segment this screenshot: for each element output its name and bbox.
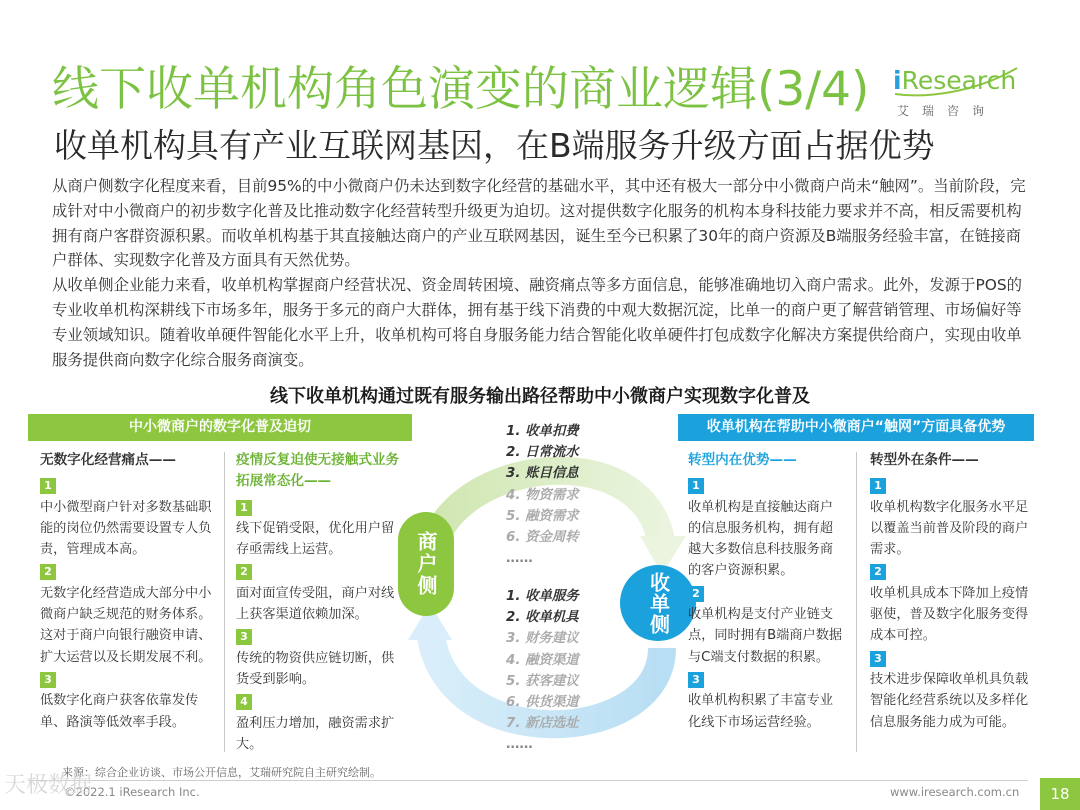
source-note: 来源：综合企业访谈、市场公开信息，艾瑞研究院自主研究绘制。: [62, 766, 381, 779]
cycle-list-item: 1. 收单服务: [506, 589, 579, 604]
cycle-list-item: 4. 物资需求: [506, 487, 579, 503]
column-item: [40, 475, 212, 560]
cycle-list-item: 7. 新店选址: [506, 716, 579, 732]
pandemic-column: [236, 450, 406, 756]
body-paragraph-2: 从收单侧企业能力来看，收单机构掌握商户经营状况、资金周转困境、融资痛点等多方面信息，能够准确地切入商户需求。此外，发源于POS的专业收单机构深耕线下市场多年，服务于多元的商户大群体，拥有基于线下消费的中观大数据沉淀，比单一的商户更了解营销管理、市场偏好等专业领域知识。随着收单硬件智能化水平上升，收单机构可将自身服务能力结合智能化收单硬件打包成数字化解决方案提供给商户，实现由收单服务提供商向数字化综合服务商演变。: [52, 276, 1022, 369]
page-title: 线下收单机构角色演变的商业逻辑(3/4): [52, 62, 870, 117]
item-text: 无数字化经营造成大部分中小微商户缺乏规范的财务体系。这对于商户向银行融资申请、扩大运营以及长期发展不利。: [40, 585, 212, 665]
footer-divider: [28, 780, 1028, 781]
column-divider: [856, 452, 857, 752]
item-text: 面对面宣传受阻，商户对线上获客渠道依赖加深。: [236, 585, 395, 623]
body-text: [52, 174, 1032, 372]
website-link[interactable]: www.iresearch.com.cn: [890, 785, 1020, 799]
item-number-badge: 4: [236, 694, 252, 710]
page-subtitle: 收单机构具有产业互联网基因，在B端服务升级方面占据优势: [54, 126, 935, 165]
cycle-list-item: ……: [506, 551, 533, 567]
cycle-list-item: 1. 收单扣费: [506, 424, 579, 439]
column-item: [870, 648, 1030, 733]
external-conditions-column: [870, 450, 1030, 734]
acquirer-side-label: [620, 565, 696, 641]
item-text: 低数字化商户获客依靠发传单、路演等低效率手段。: [40, 693, 199, 730]
acquirer-side-text: 收单侧: [646, 571, 671, 635]
logo-rest: Research: [901, 66, 1017, 95]
column-divider: [224, 452, 225, 752]
item-text: 传统的物资供应链切断，供货受到影响。: [236, 650, 395, 687]
cycle-list-item: 3. 账目信息: [506, 466, 579, 482]
item-text: 收单机具成本下降加上疫情驱使，普及数字化服务变得成本可控。: [870, 585, 1029, 644]
item-number-badge: 2: [870, 564, 886, 580]
copyright: ©2022.1 iResearch Inc.: [64, 785, 200, 799]
item-text: 收单机构是支付产业链支点，同时拥有B端商户数据与C端支付数据的积累。: [688, 607, 843, 665]
item-number-badge: 3: [236, 629, 252, 645]
cycle-list-item: 6. 资金周转: [506, 530, 579, 546]
item-text: 收单机构是直接触达商户的信息服务机构，拥有超越大多数信息科技服务商的客户资源积累。: [688, 499, 834, 579]
body-paragraph-1: 从商户侧数字化程度来看，目前95%的中小微商户仍未达到数字化经营的基础水平，其中还有极大一部分中小微商户尚未“触网”。当前阶段，完成针对中小微商户的初步数字化普及比推动数字化经营转型升级更为迫切。这对提供数字化服务的机构本身科技能力要求并不高，相反需要机构拥有商户客群资源积累。而收单机构基于其直接触达商户的产业互联网基因，诞生至今已积累了30年的商户资源及B端服务经验丰富，在链接商户群体、实现数字化普及方面具有天然优势。: [52, 177, 1026, 270]
diagram-title: 线下收单机构通过既有服务输出路径帮助中小微商户实现数字化普及: [270, 386, 810, 407]
logo-prefix: i: [893, 66, 902, 95]
cycle-list-item: 6. 供货渠道: [506, 695, 579, 711]
column-item: [40, 561, 212, 667]
cycle-list-item: 2. 收单机具: [506, 610, 579, 626]
item-text: 收单机构积累了丰富专业化线下市场运营经验。: [688, 693, 834, 730]
column-heading: 转型外在条件——: [870, 452, 979, 468]
item-number-badge: 3: [688, 672, 704, 688]
item-text: 中小微型商户针对多数基础职能的岗位仍然需要设置专人负责，管理成本高。: [40, 499, 212, 558]
acquirer-service-list: [506, 586, 616, 756]
cycle-list-item: 3. 财务建议: [506, 631, 579, 647]
column-item: [870, 561, 1030, 646]
item-number-badge: 3: [40, 672, 56, 688]
cycle-list-item: 5. 获客建议: [506, 673, 579, 689]
item-text: 技术进步保障收单机具负载智能化经营系统以及多样化信息服务能力成为可能。: [870, 671, 1029, 730]
logo-chinese: 艾瑞咨询: [897, 104, 998, 118]
merchant-side-label: [398, 512, 454, 616]
column-item: [40, 669, 212, 733]
column-item: [236, 691, 406, 755]
item-number-badge: 1: [236, 500, 252, 516]
cycle-list-item: 5. 融资需求: [506, 508, 579, 524]
item-number-badge: 1: [688, 478, 704, 494]
merchant-urgency-banner: 中小微商户的数字化普及迫切: [28, 414, 412, 441]
item-number-badge: 2: [688, 586, 704, 602]
column-heading: 疫情反复迫使无接触式业务拓展常态化——: [236, 452, 400, 490]
column-item: [688, 669, 844, 733]
internal-advantage-column: [688, 450, 844, 734]
merchant-side-text: 商户侧: [414, 531, 438, 597]
item-number-badge: 1: [870, 478, 886, 494]
pain-points-column: [40, 450, 212, 734]
merchant-data-list: [506, 421, 616, 569]
column-item: [236, 626, 406, 690]
item-number-badge: 3: [870, 651, 886, 667]
item-number-badge: 2: [236, 564, 252, 580]
column-item: [870, 475, 1030, 560]
iresearch-logo: [893, 58, 1023, 120]
column-heading: 转型内在优势——: [688, 452, 797, 468]
column-heading: 无数字化经营痛点——: [40, 452, 176, 468]
acquirer-advantage-banner: 收单机构在帮助中小微商户“触网”方面具备优势: [678, 414, 1034, 441]
item-text: 线下促销受限，优化用户留存亟需线上运营。: [236, 520, 395, 558]
cycle-list-item: ……: [506, 737, 533, 753]
column-item: [236, 561, 406, 625]
item-number-badge: 1: [40, 478, 56, 494]
item-text: 盈利压力增加，融资需求扩大。: [236, 715, 395, 752]
item-number-badge: 2: [40, 564, 56, 580]
watermark: 天极数据: [4, 773, 93, 798]
column-item: [236, 497, 406, 561]
cycle-list-item: 2. 日常流水: [506, 445, 579, 461]
logo-wordmark: [893, 66, 1016, 95]
page-number: 18: [1040, 778, 1080, 810]
column-item: [688, 475, 844, 581]
item-text: 收单机构数字化服务水平足以覆盖当前普及阶段的商户需求。: [870, 499, 1029, 558]
cycle-list-item: 4. 融资渠道: [506, 652, 579, 668]
column-item: [688, 583, 844, 668]
